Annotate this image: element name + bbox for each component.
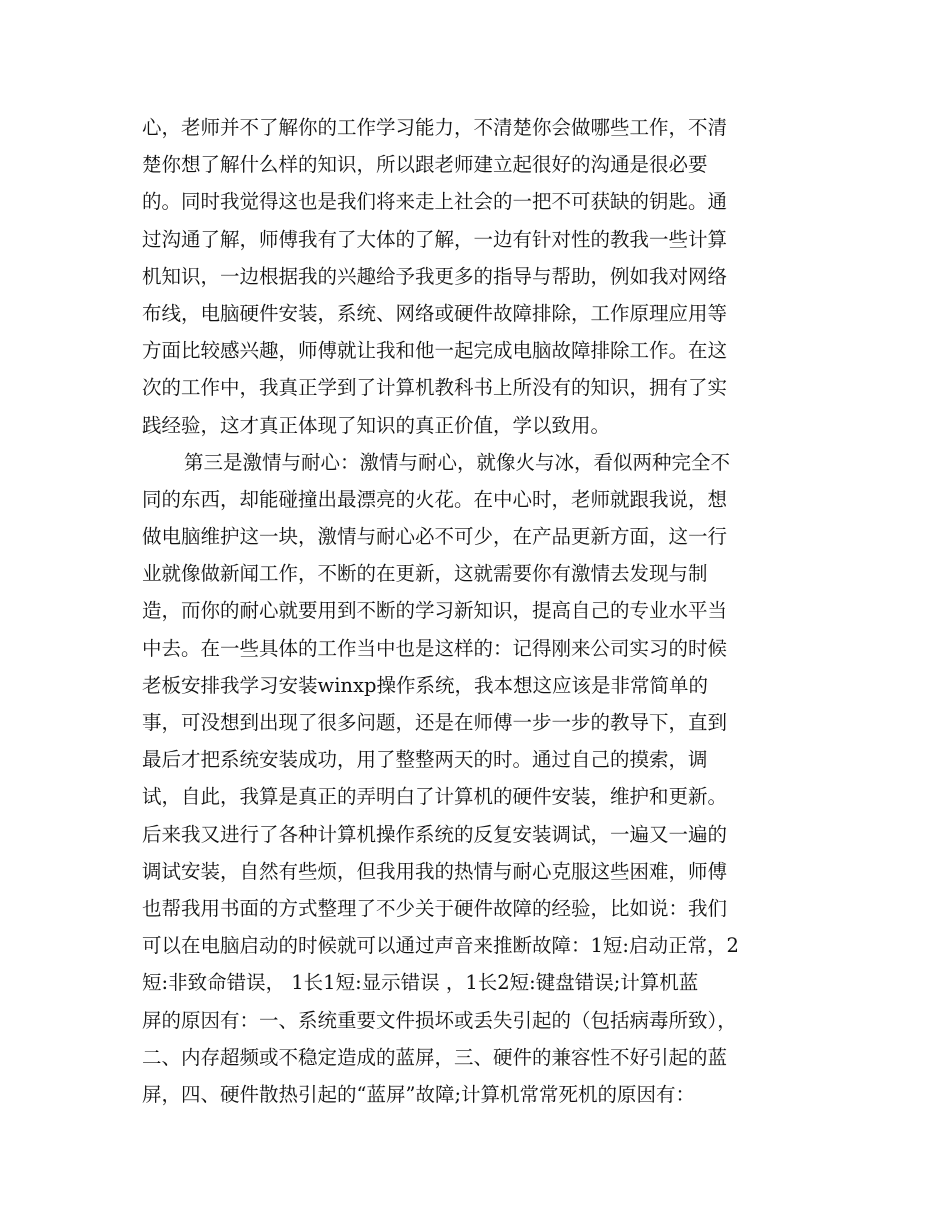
text-line: 过沟通了解，师傅我有了大体的了解，一边有针对性的教我一些计算 — [142, 227, 728, 251]
text-line: 心，老师并不了解你的工作学习能力，不清楚你会做哪些工作，不清 — [142, 116, 728, 139]
text-line: 机知识，一边根据我的兴趣给予我更多的指导与帮助，例如我对网络 — [142, 264, 728, 288]
text-line: 短:非致命错误， 1长1短:显示错误 ，1长2短:键盘错误;计算机蓝 — [142, 971, 699, 995]
body-text — [142, 109, 822, 1113]
text-line: 中去。在一些具体的工作当中也是这样的：记得刚来公司实习的时候 — [142, 636, 728, 660]
text-line: 同的东西，却能碰撞出最漂亮的火花。在中心时，老师就跟我说，想 — [142, 487, 728, 511]
text-line: 业就像做新闻工作，不断的在更新，这就需要你有激情去发现与制 — [142, 562, 708, 586]
text-line: 也帮我用书面的方式整理了不少关于硬件故障的经验，比如说：我们 — [142, 896, 728, 920]
paragraph-start-line: 第三是激情与耐心：激情与耐心，就像火与冰，看似两种完全不 — [184, 450, 731, 474]
text-line: 屏的原因有：一、系统重要文件损坏或丢失引起的（包括病毒所致）， — [142, 1008, 737, 1032]
text-line: 调试安装，自然有些烦，但我用我的热情与耐心克服这些困难，师傅 — [142, 859, 728, 883]
text-line: 做电脑维护这一块，激情与耐心必不可少，在产品更新方面，这一行 — [142, 525, 728, 549]
text-line: 方面比较感兴趣，师傅就让我和他一起完成电脑故障排除工作。在这 — [142, 339, 728, 363]
text-line: 楚你想了解什么样的知识，所以跟老师建立起很好的沟通是很必要 — [142, 153, 708, 177]
text-line: 造，而你的耐心就要用到不断的学习新知识，提高自己的专业水平当 — [142, 599, 728, 623]
text-line: 试，自此，我算是真正的弄明白了计算机的硬件安装，维护和更新。 — [142, 785, 728, 809]
text-line: 布线，电脑硬件安装，系统、网络或硬件故障排除，工作原理应用等 — [142, 301, 728, 325]
text-line: 践经验，这才真正体现了知识的真正价值，学以致用。 — [142, 413, 611, 437]
text-line: 屏，四、硬件散热引起的“蓝屏”故障;计算机常常死机的原因有： — [142, 1082, 696, 1106]
text-line: 后来我又进行了各种计算机操作系统的反复安装调试，一遍又一遍的 — [142, 822, 728, 846]
text-line: 的。同时我觉得这也是我们将来走上社会的一把不可获缺的钥匙。通 — [142, 190, 728, 214]
text-line: 二、内存超频或不稳定造成的蓝屏，三、硬件的兼容性不好引起的蓝 — [142, 1045, 728, 1069]
text-line: 老板安排我学习安装winxp操作系统，我本想这应该是非常简单的 — [142, 673, 708, 697]
text-line: 事，可没想到出现了很多问题，还是在师傅一步一步的教导下，直到 — [142, 711, 728, 734]
text-line: 次的工作中，我真正学到了计算机教科书上所没有的知识，拥有了实 — [142, 376, 728, 400]
text-line: 可以在电脑启动的时候就可以通过声音来推断故障：1短:启动正常，2 — [142, 934, 739, 958]
text-line: 最后才把系统安装成功，用了整整两天的时。通过自己的摸索，调 — [142, 748, 708, 772]
